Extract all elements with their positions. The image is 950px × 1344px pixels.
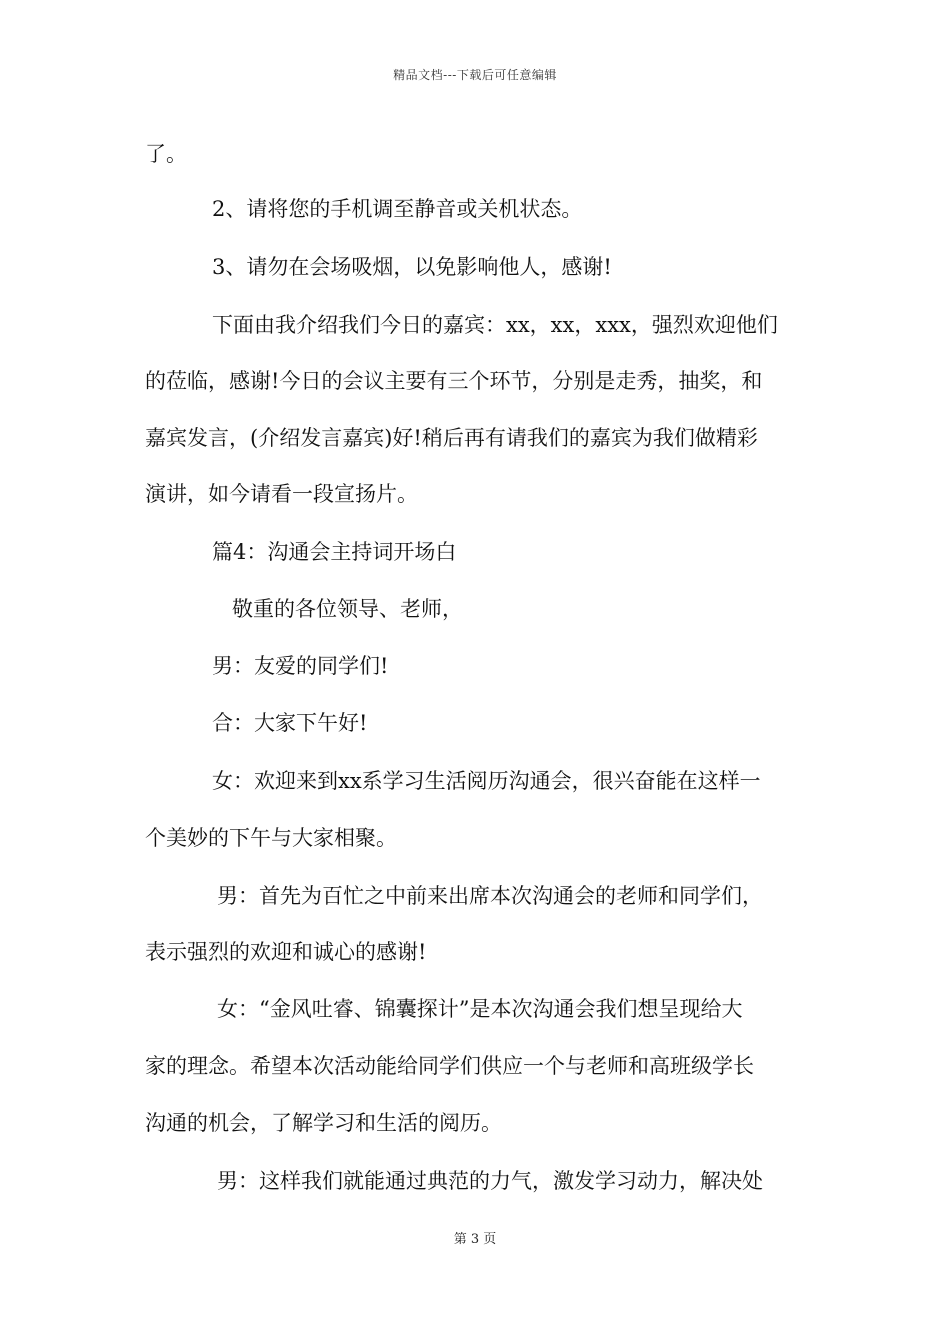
body-line: 个美妙的下午与大家相聚。 [145,826,397,850]
body-line: 男：友爱的同学们! [212,654,389,678]
page-number: 第 3 页 [453,1232,497,1247]
page-header: 精品文档---下载后可任意编辑 [393,68,557,82]
section-heading: 篇4：沟通会主持词开场白 [212,540,457,564]
body-line: 家的理念。希望本次活动能给同学们供应一个与老师和高班级学长 [145,1054,754,1078]
body-line: 男：首先为百忙之中前来出席本次沟通会的老师和同学们， [217,884,763,908]
body-line: 女：欢迎来到xx系学习生活阅历沟通会，很兴奋能在这样一 [212,769,761,793]
body-line: 了。 [145,142,187,166]
body-line: 演讲，如今请看一段宣扬片。 [145,482,418,506]
body-line: 3、请勿在会场吸烟，以免影响他人，感谢! [212,255,612,279]
body-line: 敬重的各位领导、老师， [232,597,463,621]
body-line: 合：大家下午好! [212,711,368,735]
body-line: 表示强烈的欢迎和诚心的感谢! [145,940,427,964]
body-line: 2、请将您的手机调至静音或关机状态。 [212,197,583,221]
body-line: 女：“金风吐睿、锦囊探计”是本次沟通会我们想呈现给大 [217,997,743,1021]
body-line: 下面由我介绍我们今日的嘉宾：xx，xx，xxx，强烈欢迎他们 [212,313,778,337]
body-line: 沟通的机会，了解学习和生活的阅历。 [145,1111,502,1135]
body-line: 的莅临，感谢!今日的会议主要有三个环节，分别是走秀，抽奖，和 [145,369,763,393]
body-line: 嘉宾发言，(介绍发言嘉宾)好!稍后再有请我们的嘉宾为我们做精彩 [145,426,758,450]
body-line: 男：这样我们就能通过典范的力气，激发学习动力，解决处 [217,1169,763,1193]
